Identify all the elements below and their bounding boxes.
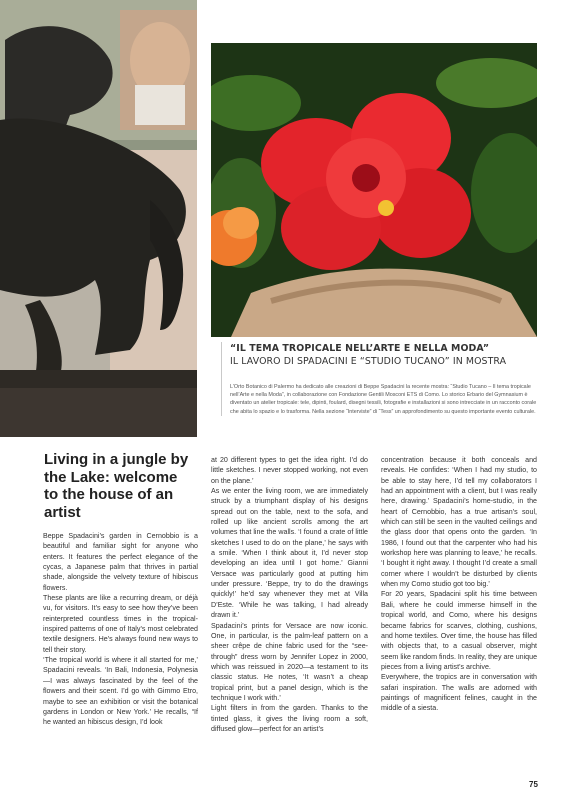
hibiscus-illustration xyxy=(211,43,537,337)
caption-body: L’Orto Botanico di Palermo ha dedicato alle creazioni di Beppe Spadacini la recente mostra: “Studio Tucano – Il tema tropicale nell’Arte e nella Moda”, in collaborazione con Fondazione Gentili Mosconi ETS di Como. Lo storico Erbario del Gymnasium è diventato un atelier tropicale: tele, dipinti, foulard, disegni tessili, fotografie e installazioni si sono intrecciate in un racconto corale che abita lo spazio e lo trasforma. Nella sezione “Interviste” di “Tess” un approfondimento su questo importante evento culturale. xyxy=(230,384,537,415)
column-3-paragraph: concentration because it both conceals and reveals. He confides: ‘When I had my studio, to be able to stay here, I’d tell my collaborators I had an appointment with a client, but I was really here, drawing.’ Spadacini’s home-studio, in the heart of Cernobbio, has a true artisan’s soul, which can still be seen in the vaulted ceilings and the glass door that opens onto the garden. ‘In 1986, I found out that the carpenter who had his workshop here was planning to leave,’ he recalls. ‘I bought it right away. I thought I’d create a small corner where I wouldn’t be disturbed by clients when my Como studio got too big.’ xyxy=(381,456,537,589)
article-headline: Living in a jungle by the Lake: welcome to the house of an artist xyxy=(44,451,189,521)
column-2-paragraph: Spadacini’s prints for Versace are now iconic. One, in particular, is the palm-leaf pattern on a sheer crêpe de chine fabric used for the “see-through” dress worn by Jennifer Lopez in 2000, which was reissued in 2020—a testament to its classic status. He notes, ‘It wasn’t a cheap tropical print, but a panel design, which is the technique I work with.’ xyxy=(211,621,368,702)
column-2-paragraph: As we enter the living room, we are immediately struck by a triumphant display of his designs spread out on the table, next to the sofa, and rolled up like ancient scrolls among the art volumes that line the walls. ‘I found a crate of little sketches I used to do on the plane,’ he says with a smile. ‘When I think about it, I’d never stop developing an idea until I got home.’ Gianni Versace was particularly good at putting him under pressure. ‘Beppe, try to do the drawings quickly!’ he’d say whenever they met at Villa D’Este. ‘While he was talking, I had already drawn it.’ xyxy=(211,487,368,620)
panther-sculpture-illustration xyxy=(0,0,197,437)
page-number: 75 xyxy=(529,780,538,789)
column-3-paragraph: For 20 years, Spadacini split his time between Bali, where he could immerse himself in the tropical world, and Como, where his designs became fabrics for scarves, clothing, cushions, and home textiles. Over time, the house has filled with objects that, to a casual observer, might seem like random finds. In reality, they are unique pieces from a living artist’s archive. xyxy=(381,590,538,671)
hibiscus-photo xyxy=(211,43,537,337)
article-column-3 xyxy=(381,455,537,714)
article-column-1 xyxy=(43,531,198,728)
column-2-paragraph: Light filters in from the garden. Thanks to the tinted glass, it gives the living room a soft, diffused glow—perfect for an artist’s xyxy=(211,704,368,733)
column-3-paragraph: Everywhere, the tropics are in conversation with safari inspiration. The walls are adorned with paintings of magnificent felines, caught in the middle of a siesta. xyxy=(381,673,537,713)
column-2-paragraph: at 20 different types to get the idea right. I’d do little sketches. I never stopped working, not even on the plane.’ xyxy=(211,456,368,485)
article-column-2 xyxy=(211,455,368,734)
caption-title-line2: IL LAVORO DI SPADACINI E “STUDIO TUCANO” IN MOSTRA xyxy=(230,356,507,367)
column-1-paragraph: ‘The tropical world is where it all started for me,’ Spadacini reveals. ‘In Bali, Indonesia, Polynesia—I was always fascinated by the feel of the flowers and their scent. I’d go with Gimmo Etro, maybe to see an exhibition or visit the botanical gardens in London or New York.’ He recalls, “If he wanted an hibiscus design, I’d look xyxy=(43,656,198,727)
column-1-paragraph: These plants are like a recurring dream, or déjà vu, for visitors. It’s easy to see how they’ve been reinterpreted countless times in the tropical-inspired patterns of one of Italy’s most celebrated textile designers. He’s always found new ways to tell their story. xyxy=(43,594,198,654)
caption-title xyxy=(230,342,542,368)
caption-title-line1: “IL TEMA TROPICALE NELL’ARTE E NELLA MODA” xyxy=(230,343,490,354)
column-1-paragraph: Beppe Spadacini’s garden in Cernobbio is a beautiful and familiar sight for anyone who enters. It features the perfect elegance of the cycas, a Japanese palm that thrives in partial shade, alongside the velvety texture of hibiscus flowers. xyxy=(43,532,198,592)
panther-sculpture-photo xyxy=(0,0,197,437)
exhibition-caption xyxy=(221,342,542,416)
